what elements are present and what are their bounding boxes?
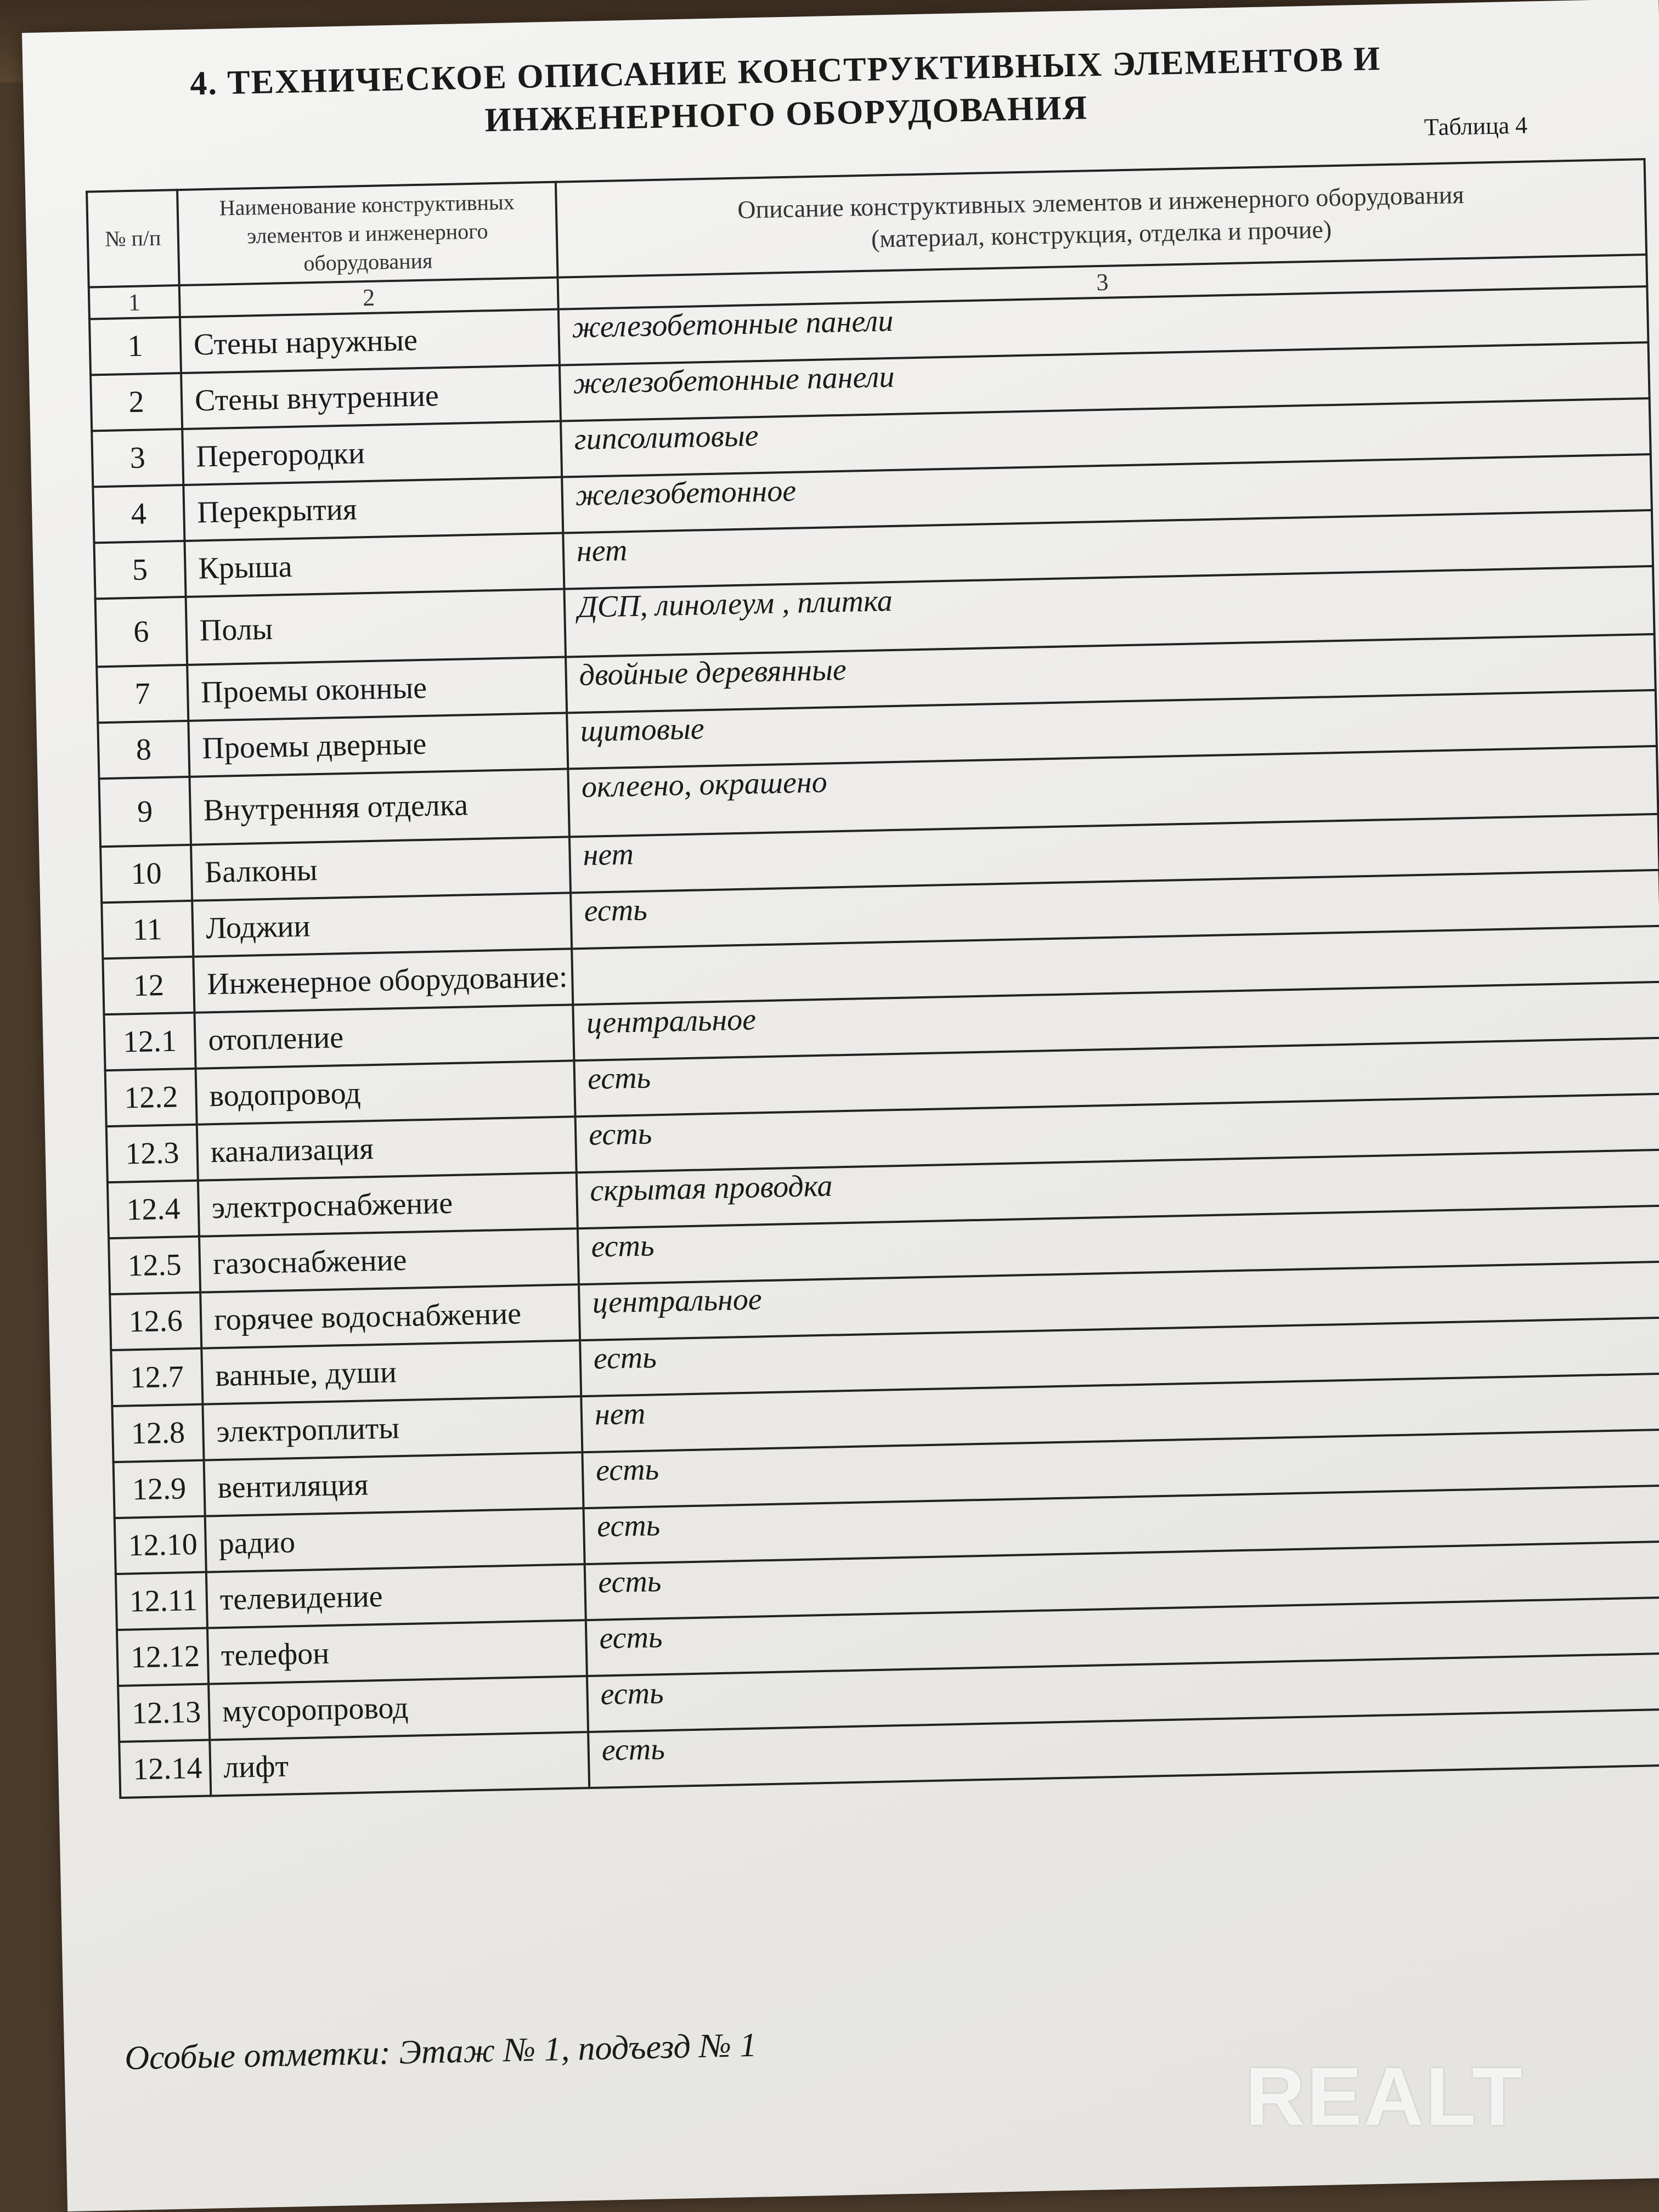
row-number: 1 [89, 317, 181, 375]
row-description: есть [582, 1430, 1659, 1509]
row-description: щитовые [567, 690, 1657, 769]
row-description: гипсолитовые [561, 398, 1651, 477]
row-element-name: отопление [194, 1005, 574, 1068]
row-description: железобетонные панели [560, 342, 1650, 421]
column-number-1: 1 [89, 285, 180, 319]
realt-watermark-logo: REALT [1245, 2050, 1525, 2142]
row-number: 12.12 [117, 1628, 208, 1686]
row-description: двойные деревянные [566, 634, 1656, 713]
row-number: 3 [92, 429, 183, 487]
row-description: нет [569, 814, 1659, 893]
row-element-name: Стены наружные [180, 309, 560, 373]
row-element-name: горячее водоснабжение [200, 1284, 580, 1348]
row-description: есть [580, 1318, 1659, 1397]
row-element-name: телевидение [206, 1564, 586, 1628]
row-description: есть [574, 1038, 1659, 1117]
row-number: 12 [103, 957, 194, 1014]
header-col-name: Наименование конструктивных элементов и инженерного оборудования [177, 182, 557, 285]
row-element-name: ванные, души [201, 1340, 581, 1404]
row-description: скрытая проводка [577, 1150, 1659, 1229]
row-number: 9 [99, 777, 191, 847]
column-number-2: 2 [179, 278, 558, 317]
row-description: нет [563, 510, 1653, 589]
row-number: 10 [100, 845, 192, 902]
row-element-name: лифт [210, 1732, 589, 1796]
row-description: железобетонные панели [558, 286, 1649, 365]
row-description: центральное [573, 982, 1659, 1061]
row-element-name: Балконы [191, 837, 571, 900]
row-number: 12.11 [116, 1572, 207, 1630]
row-number: 12.1 [104, 1013, 196, 1070]
row-number: 12.3 [106, 1125, 198, 1182]
row-number: 12.10 [115, 1516, 206, 1574]
row-element-name: Проемы дверные [188, 713, 568, 776]
row-element-name: Стены внутренние [181, 365, 561, 429]
row-element-name: вентиляция [204, 1452, 584, 1516]
row-number: 12.5 [109, 1237, 200, 1294]
row-number: 7 [97, 665, 188, 723]
row-number: 12.9 [114, 1460, 205, 1518]
table-caption: Таблица 4 [1424, 111, 1528, 141]
row-element-name: газоснабжение [199, 1228, 579, 1292]
row-element-name: Лоджии [192, 893, 572, 956]
row-description: железобетонное [562, 454, 1652, 533]
row-number: 12.8 [112, 1404, 204, 1462]
document-page [22, 0, 1659, 2211]
row-number: 6 [95, 597, 188, 667]
spec-table [86, 158, 1659, 1799]
document-title [88, 35, 1483, 150]
row-description: есть [587, 1654, 1659, 1733]
row-number: 5 [94, 541, 185, 599]
row-element-name: мусоропровод [208, 1676, 588, 1740]
row-number: 4 [93, 485, 184, 543]
row-element-name: канализация [197, 1116, 577, 1180]
special-notes: Особые отметки: Этаж № 1, подъезд № 1 [124, 2026, 757, 2077]
row-description: центральное [579, 1262, 1659, 1341]
row-element-name: радио [205, 1508, 585, 1572]
row-element-name: Крыша [184, 533, 564, 597]
row-element-name: электроснабжение [198, 1172, 578, 1236]
row-description: оклеено, окрашено [568, 746, 1658, 837]
row-description: нет [581, 1374, 1659, 1453]
row-description: есть [586, 1598, 1659, 1677]
row-number: 8 [98, 721, 189, 778]
row-element-name: Полы [186, 589, 566, 665]
row-description: есть [585, 1542, 1659, 1621]
row-description: есть [571, 870, 1659, 949]
row-number: 12.13 [118, 1684, 210, 1742]
title-line-2: ИНЖЕНЕРНОГО ОБОРУДОВАНИЯ [484, 89, 1088, 139]
header-col-description-line2: (материал, конструкция, отделка и прочие) [871, 215, 1332, 253]
row-number: 11 [101, 901, 193, 958]
row-number: 12.7 [111, 1348, 202, 1406]
header-col-description-line1: Описание конструктивных элементов и инженерного оборудования [737, 180, 1465, 224]
row-number: 12.6 [110, 1293, 201, 1350]
row-description: ДСП, линолеум , плитка [564, 566, 1654, 657]
row-number: 12.4 [108, 1181, 199, 1238]
row-description: есть [588, 1709, 1659, 1788]
row-number: 2 [91, 373, 182, 431]
row-element-name: Инженерное оборудование: [193, 949, 573, 1012]
row-number: 12.2 [105, 1069, 197, 1126]
header-col-number: № п/п [87, 190, 179, 287]
column-number-3: 3 [558, 255, 1647, 309]
row-number: 12.14 [119, 1740, 211, 1798]
row-description: есть [575, 1094, 1659, 1173]
row-description: есть [578, 1206, 1659, 1285]
row-element-name: электроплиты [202, 1396, 582, 1460]
row-element-name: Проемы оконные [187, 657, 567, 720]
row-element-name: Перекрытия [183, 477, 563, 541]
row-element-name: водопровод [196, 1060, 575, 1124]
title-line-1: 4. ТЕХНИЧЕСКОЕ ОПИСАНИЕ КОНСТРУКТИВНЫХ ЭЛЕМЕНТОВ И [189, 40, 1381, 103]
row-element-name: Перегородки [182, 421, 562, 485]
row-element-name: Внутренняя отделка [189, 769, 569, 844]
row-description: есть [584, 1486, 1659, 1565]
row-element-name: телефон [207, 1620, 587, 1684]
